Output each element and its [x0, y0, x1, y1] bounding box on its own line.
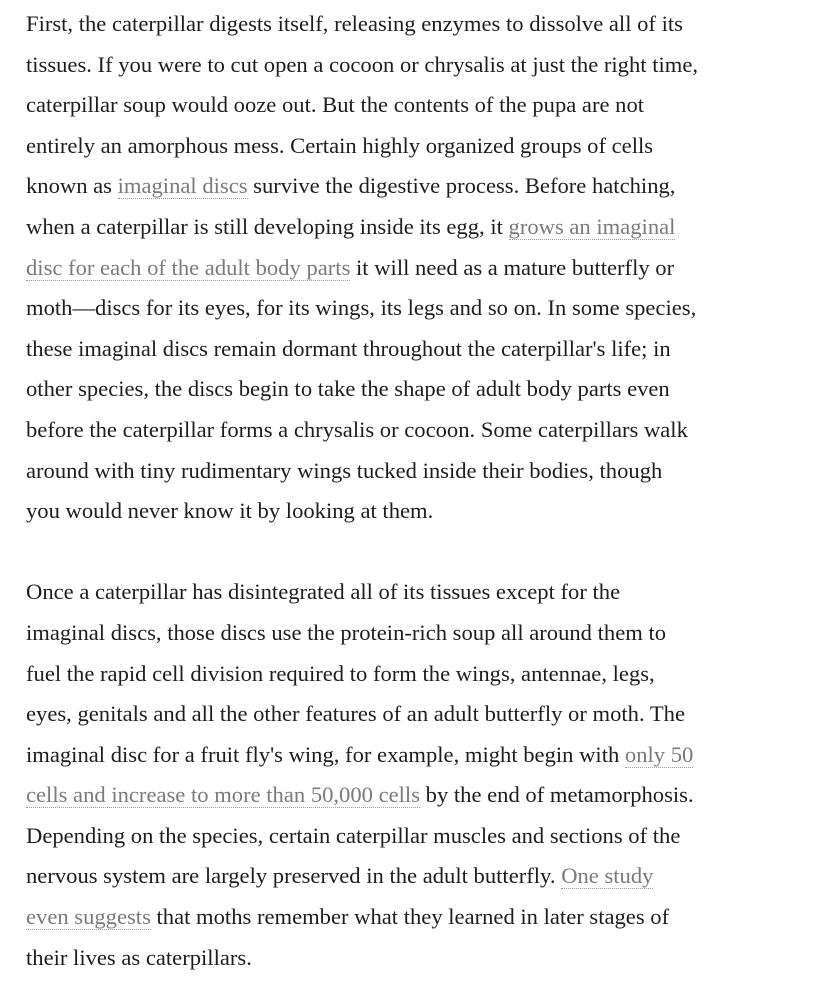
- text-span: these imaginal discs remain dormant throughout the caterpillar's life; in: [26, 335, 671, 361]
- text-span: imaginal discs, those discs use the protein-rich soup all around them to: [26, 619, 667, 645]
- text-span: around with tiny rudimentary wings tucked inside their bodies, though: [26, 457, 663, 483]
- text-span: their lives as caterpillars.: [26, 944, 252, 970]
- text-line: [26, 897, 826, 938]
- text-line: [26, 45, 826, 86]
- text-line: [26, 816, 826, 857]
- link-grows-imaginal-disc[interactable]: disc for each of the adult body parts: [26, 254, 351, 280]
- text-line: [26, 694, 826, 735]
- text-span: eyes, genitals and all the other features of an adult butterfly or moth. The: [26, 701, 685, 727]
- text-line: [26, 85, 826, 126]
- article-body: [26, 4, 826, 978]
- text-line: [26, 856, 826, 897]
- text-line: [26, 288, 826, 329]
- text-span: it will need as a mature butterfly or: [350, 254, 675, 280]
- text-span: survive the digestive process. Before hatching,: [247, 173, 676, 199]
- text-span: other species, the discs begin to take the shape of adult body parts even: [26, 376, 670, 402]
- text-span: tissues. If you were to cut open a cocoon or chrysalis at just the right time,: [26, 51, 698, 77]
- link-one-study[interactable]: even suggests: [26, 904, 151, 930]
- text-span: when a caterpillar is still developing inside its egg, it: [26, 213, 509, 239]
- text-span: nervous system are largely preserved in the adult butterfly.: [26, 863, 562, 889]
- text-span: caterpillar soup would ooze out. But the contents of the pupa are not: [26, 92, 645, 118]
- text-line: [26, 938, 826, 979]
- text-line: [26, 451, 826, 492]
- text-line: [26, 248, 826, 289]
- paragraph: [26, 4, 826, 532]
- link-only-50-cells[interactable]: cells and increase to more than 50,000 cells: [26, 782, 421, 808]
- text-line: [26, 735, 826, 776]
- text-line: [26, 4, 826, 45]
- text-line: [26, 654, 826, 695]
- text-line: [26, 410, 826, 451]
- text-line: [26, 613, 826, 654]
- text-line: [26, 207, 826, 248]
- text-line: [26, 775, 826, 816]
- text-span: Once a caterpillar has disintegrated all of its tissues except for the: [26, 579, 621, 605]
- link-imaginal-discs[interactable]: imaginal discs: [117, 173, 248, 199]
- text-span: Depending on the species, certain caterpillar muscles and sections of the: [26, 822, 681, 848]
- text-span: imaginal disc for a fruit fly's wing, for example, might begin with: [26, 741, 625, 767]
- link-one-study[interactable]: One study: [561, 863, 654, 889]
- text-span: that moths remember what they learned in later stages of: [150, 904, 670, 930]
- text-line: [26, 329, 826, 370]
- text-line: [26, 166, 826, 207]
- text-span: fuel the rapid cell division required to form the wings, antennae, legs,: [26, 660, 655, 686]
- text-span: by the end of metamorphosis.: [420, 782, 694, 808]
- text-span: First, the caterpillar digests itself, releasing enzymes to dissolve all of its: [26, 11, 683, 36]
- text-line: [26, 572, 826, 613]
- link-grows-imaginal-disc[interactable]: grows an imaginal: [508, 213, 676, 239]
- text-span: known as: [26, 173, 118, 199]
- text-line: [26, 369, 826, 410]
- text-line: [26, 491, 826, 532]
- text-span: you would never know it by looking at them.: [26, 498, 434, 524]
- text-line: [26, 126, 826, 167]
- paragraph: [26, 572, 826, 978]
- text-span: before the caterpillar forms a chrysalis or cocoon. Some caterpillars walk: [26, 416, 688, 442]
- text-span: entirely an amorphous mess. Certain highly organized groups of cells: [26, 132, 654, 158]
- text-span: moth—discs for its eyes, for its wings, its legs and so on. In some species,: [26, 295, 697, 321]
- link-only-50-cells[interactable]: only 50: [624, 741, 694, 767]
